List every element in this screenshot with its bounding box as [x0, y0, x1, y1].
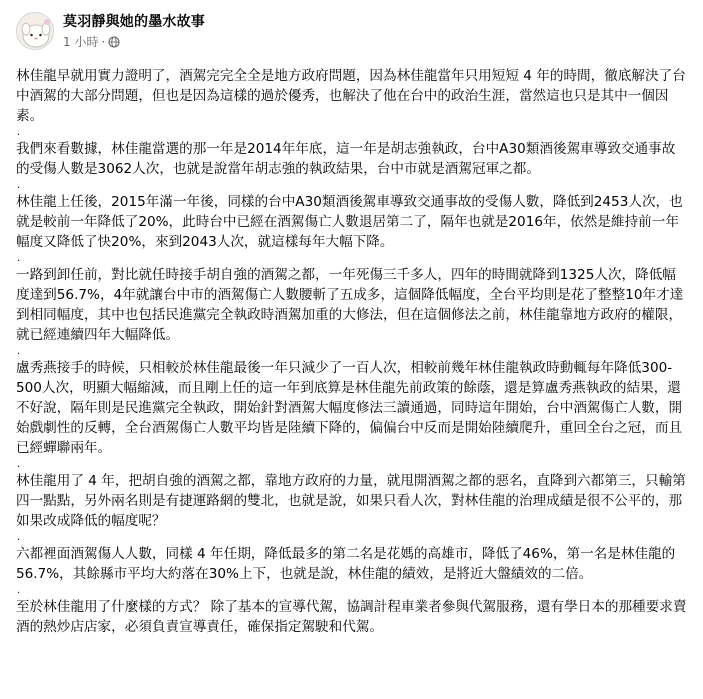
paragraph-6: 林佳龍用了 4 年，把胡自強的酒駕之都，靠地方政府的力量，就甩開酒駕之都的惡名，直降到六都第三，只輸第四一點點，另外兩名則是有捷運路網的雙北，也就是說，如果只看人次，對林佳龍的治理成績是很不公平的，那如果改成降低的幅度呢？ — [16, 473, 686, 529]
globe-icon[interactable] — [108, 36, 120, 48]
separator-dot: · — [101, 35, 106, 49]
paragraph-7: 六都裡面酒駕傷人人數，同樣 4 年任期，降低最多的第二名是花媽的高雄市，降低了46%，第一名是林佳龍的56.7%，其餘縣市平均大約落在30%上下，也就是說，林佳龍的績效，是將近大盤績效的二倍。 — [16, 546, 676, 582]
paragraph-8: 至於林佳龍用了什麼樣的方式？ 除了基本的宣導代駕，協調計程車業者參與代駕服務，還有學日本的那種要求賣酒的熱炒店店家，必須負責宣導責任，確保指定駕駛和代駕。 — [16, 599, 687, 635]
paragraph-2: 我們來看數據，林佳龍當選的那一年是2014年年底，這一年是胡志強執政，台中A30類酒後駕車導致交通事故的受傷人數是3062人次，也就是說當年胡志強的執政結果，台中市就是酒駕冠軍之都。 — [16, 141, 676, 177]
avatar[interactable] — [16, 12, 54, 50]
paragraph-gap: . — [17, 459, 21, 470]
post-meta — [63, 12, 205, 50]
paragraph-5: 盧秀燕接手的時候，只相較於林佳龍最後一年只減少了一百人次，相較前幾年林佳龍執政時動輒每年降低300-500人次，明顯大幅縮減，而且剛上任的這一年到底算是林佳龍先前政策的餘蔭，還是算盧秀燕執政的結果，還不好說，隔年則是民進黨完全執政，開始針對酒駕大幅度修法三讀通過，同時這年開始，台中酒駕傷亡人數，開始戲劇性的反轉，全台酒駕傷亡人數平均皆是陸續下降的，偏偏台中反而是開始陸續爬升，重回全台之冠，而且已經蟬聯兩年。 — [16, 360, 683, 456]
post-header — [16, 12, 687, 62]
paragraph-4: 一路到卸任前，對比就任時接手胡自強的酒駕之都，一年死傷三千多人，四年的時間就降到1325人次，降低幅度達到56.7%，4年就讓台中市的酒駕傷亡人數腰斬了五成多，這個降低幅度，全台平均則是花了整整10年才達到相同幅度，其中也包括民進黨完全執政時酒駕加重的大修法，但在這個修法之前，林佳龍靠地方政府的權限，就已經連續四年大幅降低。 — [16, 267, 684, 343]
paragraph-gap: . — [17, 180, 21, 191]
paragraph-gap: . — [17, 532, 21, 543]
post-time[interactable]: 1 小時 — [63, 35, 99, 49]
post-body — [16, 66, 687, 637]
paragraph-gap: . — [17, 346, 21, 357]
post-subline — [63, 34, 205, 50]
author-name[interactable]: 莫羽靜與她的墨水故事 — [63, 14, 205, 30]
paragraph-gap: . — [17, 585, 21, 596]
paragraph-1: 林佳龍早就用實力證明了，酒駕完完全全是地方政府問題，因為林佳龍當年只用短短 4 年的時間，徹底解決了台中酒駕的大部分問題，但也是因為這樣的過於優秀，也解決了他在台中的政治生涯，當然這也只是其中一個因素。 — [16, 68, 686, 124]
paragraph-gap: . — [17, 127, 21, 138]
paragraph-3: 林佳龍上任後，2015年滿一年後，同樣的台中A30類酒後駕車導致交通事故的受傷人數，降低到2453人次，也就是較前一年降低了20%，此時台中已經在酒駕傷亡人數退居第二了，隔年也就是2016年，依然是維持前一年幅度又降低了快20%，來到2043人次，就這樣每年大幅下降。 — [16, 194, 683, 250]
cartoon-avatar-icon — [17, 13, 54, 50]
paragraph-gap: . — [17, 253, 21, 264]
